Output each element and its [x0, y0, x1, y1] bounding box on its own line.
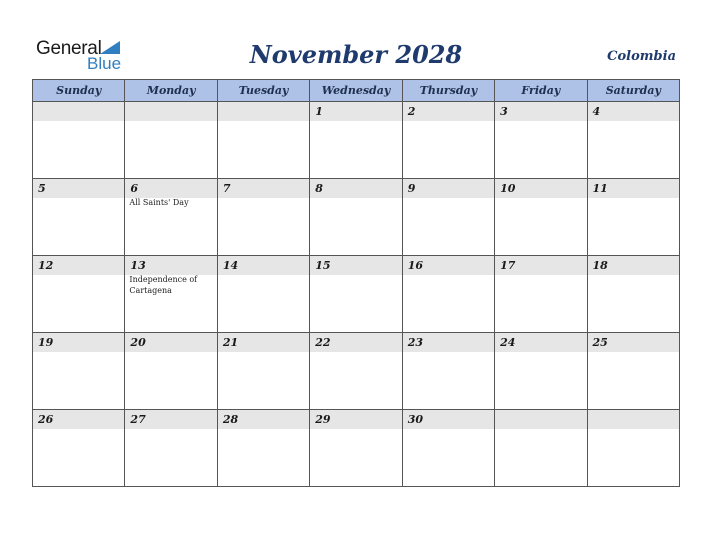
day-cell	[217, 102, 309, 179]
day-cell	[217, 179, 309, 256]
day-number-band	[218, 102, 309, 121]
day-cell	[33, 256, 125, 333]
day-cell	[402, 256, 494, 333]
week-row	[33, 179, 680, 256]
day-cell	[125, 102, 217, 179]
day-number: 5	[38, 182, 46, 195]
day-number: 29	[315, 413, 331, 426]
day-number: 6	[130, 182, 139, 195]
day-number: 27	[130, 413, 146, 426]
week-row	[33, 102, 680, 179]
day-cell	[33, 333, 125, 410]
day-number: 26	[38, 413, 54, 426]
day-cell	[587, 410, 679, 487]
day-cell	[33, 102, 125, 179]
day-cell	[217, 256, 309, 333]
weekday-header: Saturday	[587, 80, 679, 102]
day-cell	[33, 179, 125, 256]
day-number-band	[218, 256, 309, 275]
day-cell	[125, 179, 217, 256]
day-number-band	[310, 256, 401, 275]
day-cell	[402, 179, 494, 256]
day-cell	[587, 256, 679, 333]
day-number: 7	[222, 182, 231, 195]
day-number: 19	[38, 336, 54, 349]
calendar-grid	[32, 79, 680, 487]
day-number-band	[33, 410, 124, 429]
day-number-band	[403, 333, 494, 352]
day-cell	[495, 333, 587, 410]
day-cell	[310, 333, 402, 410]
day-number-band	[495, 333, 586, 352]
day-number-band	[588, 256, 679, 275]
day-number-band	[310, 179, 401, 198]
day-number: 14	[222, 259, 239, 272]
day-number: 30	[407, 413, 423, 426]
day-number-band	[588, 102, 679, 121]
day-cell	[587, 179, 679, 256]
day-number-band	[495, 410, 586, 429]
day-number: 25	[592, 336, 608, 349]
day-cell	[125, 333, 217, 410]
country-label: Colombia	[607, 49, 676, 64]
week-row	[33, 333, 680, 410]
day-number-band	[125, 333, 216, 352]
weekday-header: Thursday	[402, 80, 494, 102]
day-number-band	[495, 256, 586, 275]
day-number-band	[403, 102, 494, 121]
day-number: 16	[407, 259, 423, 272]
day-cell	[402, 102, 494, 179]
day-number: 4	[592, 105, 601, 118]
logo-word-general: General	[36, 38, 102, 59]
day-number: 3	[500, 105, 508, 118]
day-cell	[310, 102, 402, 179]
holiday-label: All Saints' Day	[129, 198, 189, 207]
holiday-label: Independence of Cartagena	[129, 275, 198, 295]
week-row	[33, 410, 680, 487]
day-cell	[310, 256, 402, 333]
day-cell	[495, 102, 587, 179]
day-number: 11	[592, 182, 608, 195]
day-cell	[310, 410, 402, 487]
day-number: 28	[222, 413, 239, 426]
day-number: 12	[38, 259, 54, 272]
day-number-band	[33, 256, 124, 275]
day-number-band	[403, 410, 494, 429]
day-cell	[495, 410, 587, 487]
day-number-band	[125, 179, 216, 198]
day-number-band	[33, 102, 124, 121]
day-number-band	[403, 256, 494, 275]
day-number-band	[218, 333, 309, 352]
day-number: 8	[315, 182, 323, 195]
day-cell	[125, 410, 217, 487]
day-number: 23	[407, 336, 423, 349]
day-cell	[33, 410, 125, 487]
day-number-band	[588, 179, 679, 198]
weekday-header-row	[33, 80, 680, 102]
logo-word-blue: Blue	[87, 54, 122, 73]
day-number-band	[310, 410, 401, 429]
day-number: 1	[315, 105, 323, 118]
day-number-band	[125, 410, 216, 429]
calendar-title: November 2028	[249, 40, 463, 69]
day-number: 15	[315, 259, 331, 272]
day-number-band	[125, 102, 216, 121]
day-number: 13	[130, 259, 146, 272]
day-cell	[587, 333, 679, 410]
day-number: 20	[130, 336, 146, 349]
weekday-header: Friday	[495, 80, 587, 102]
day-number-band	[588, 333, 679, 352]
day-cell	[217, 410, 309, 487]
day-number-band	[218, 179, 309, 198]
weekday-header: Monday	[125, 80, 217, 102]
day-number-band	[495, 102, 586, 121]
day-cell	[587, 102, 679, 179]
week-row	[33, 256, 680, 333]
day-number-band	[125, 256, 216, 275]
day-number: 9	[407, 182, 416, 195]
weekday-header: Tuesday	[217, 80, 309, 102]
day-cell	[402, 410, 494, 487]
day-number: 17	[500, 259, 516, 272]
day-number-band	[218, 410, 309, 429]
day-number: 24	[500, 336, 516, 349]
day-number: 21	[222, 336, 239, 349]
day-cell	[125, 256, 217, 333]
day-cell	[217, 333, 309, 410]
weekday-header: Sunday	[33, 80, 125, 102]
day-number-band	[33, 333, 124, 352]
day-number-band	[495, 179, 586, 198]
day-number-band	[310, 102, 401, 121]
day-number-band	[588, 410, 679, 429]
day-cell	[495, 256, 587, 333]
day-number: 18	[592, 259, 608, 272]
day-number-band	[403, 179, 494, 198]
day-number-band	[310, 333, 401, 352]
day-cell	[310, 179, 402, 256]
day-number: 10	[500, 182, 516, 195]
day-number-band	[33, 179, 124, 198]
day-cell	[402, 333, 494, 410]
day-number: 22	[315, 336, 331, 349]
day-cell	[495, 179, 587, 256]
day-number: 2	[407, 105, 416, 118]
weekday-header: Wednesday	[310, 80, 402, 102]
